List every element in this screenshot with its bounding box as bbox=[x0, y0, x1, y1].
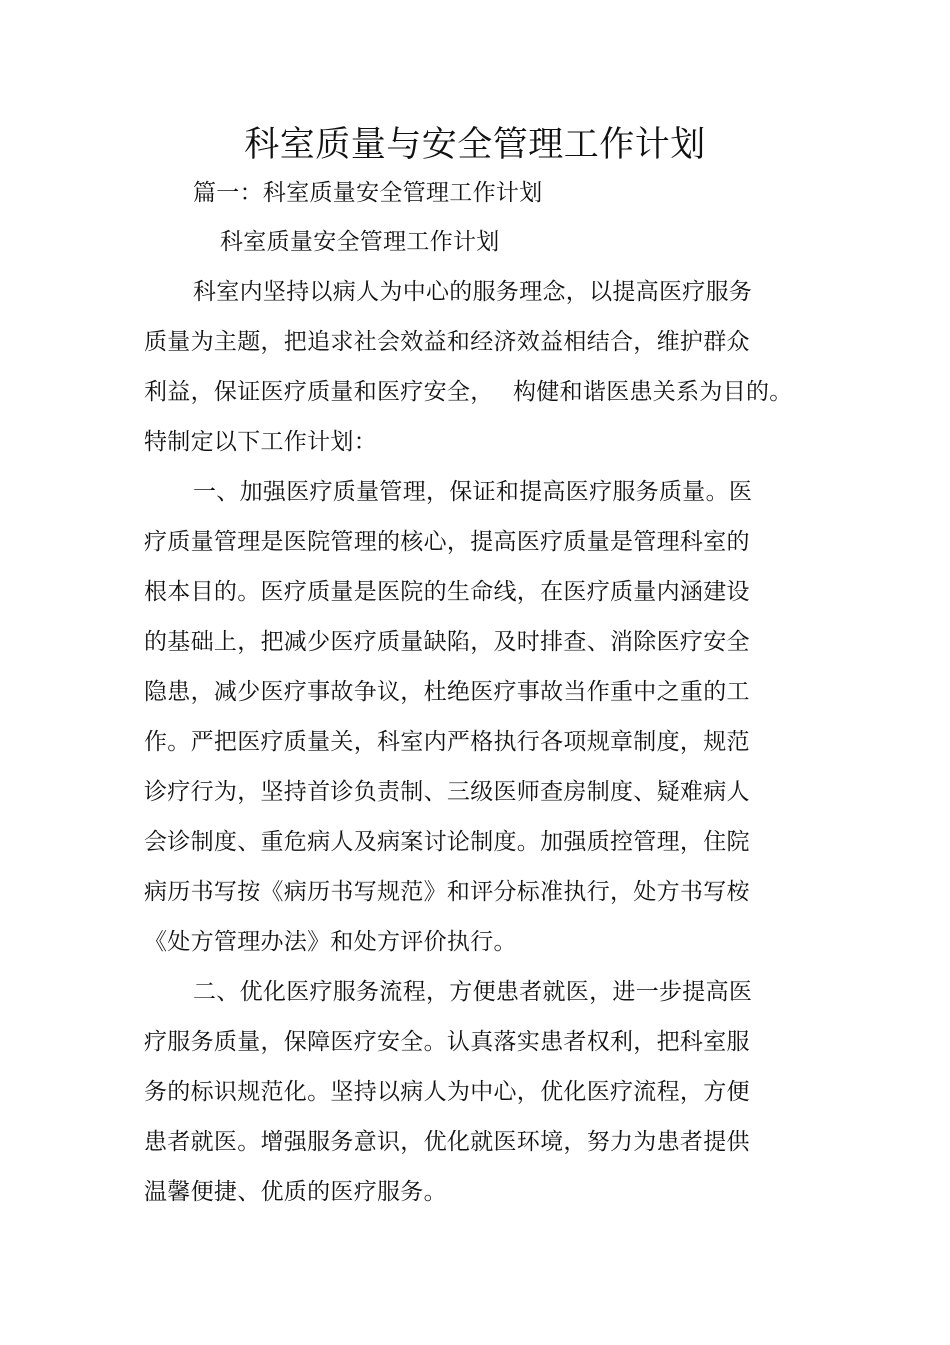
paragraph-line: 一、加强医疗质量管理，保证和提高医疗服务质量。医 bbox=[193, 479, 753, 505]
paragraph-line: 务的标识规范化。坚持以病人为中心，优化医疗流程，方便 bbox=[144, 1079, 750, 1105]
paragraph-line: 特制定以下工作计划： bbox=[144, 429, 377, 455]
paragraph-line: 的基础上，把减少医疗质量缺陷，及时排查、消除医疗安全 bbox=[144, 629, 750, 655]
document-subtitle: 科室质量安全管理工作计划 bbox=[220, 229, 500, 255]
paragraph-line: 质量为主题，把追求社会效益和经济效益相结合，维护群众 bbox=[144, 329, 750, 355]
paragraph-line: 疗服务质量，保障医疗安全。认真落实患者权利，把科室服 bbox=[144, 1029, 750, 1055]
paragraph-line: 利益，保证医疗质量和医疗安全， bbox=[144, 379, 494, 405]
paragraph-line: 构健和谐医患关系为目的。 bbox=[513, 379, 793, 405]
section-heading: 篇一：科室质量安全管理工作计划 bbox=[193, 180, 543, 206]
paragraph-line: 《处方管理办法》和处方评价执行。 bbox=[144, 929, 517, 955]
paragraph-line: 隐患，减少医疗事故争议，杜绝医疗事故当作重中之重的工 bbox=[144, 679, 750, 705]
paragraph-line: 科室内坚持以病人为中心的服务理念，以提高医疗服务 bbox=[193, 279, 753, 305]
paragraph-line: 根本目的。医疗质量是医院的生命线，在医疗质量内涵建设 bbox=[144, 579, 750, 605]
paragraph-line: 二、优化医疗服务流程，方便患者就医，进一步提高医 bbox=[193, 979, 753, 1005]
paragraph-line: 作。严把医疗质量关，科室内严格执行各项规章制度，规范 bbox=[144, 729, 750, 755]
paragraph-line: 诊疗行为，坚持首诊负责制、三级医师查房制度、疑难病人 bbox=[144, 779, 750, 805]
paragraph-line: 患者就医。增强服务意识，优化就医环境，努力为患者提供 bbox=[144, 1129, 750, 1155]
document-title: 科室质量与安全管理工作计划 bbox=[244, 125, 706, 165]
paragraph-line: 会诊制度、重危病人及病案讨论制度。加强质控管理，住院 bbox=[144, 829, 750, 855]
paragraph-line: 病历书写按《病历书写规范》和评分标准执行，处方书写桉 bbox=[144, 879, 750, 905]
paragraph-line: 温馨便捷、优质的医疗服务。 bbox=[144, 1179, 447, 1205]
paragraph-line: 疗质量管理是医院管理的核心，提高医疗质量是管理科室的 bbox=[144, 529, 750, 555]
